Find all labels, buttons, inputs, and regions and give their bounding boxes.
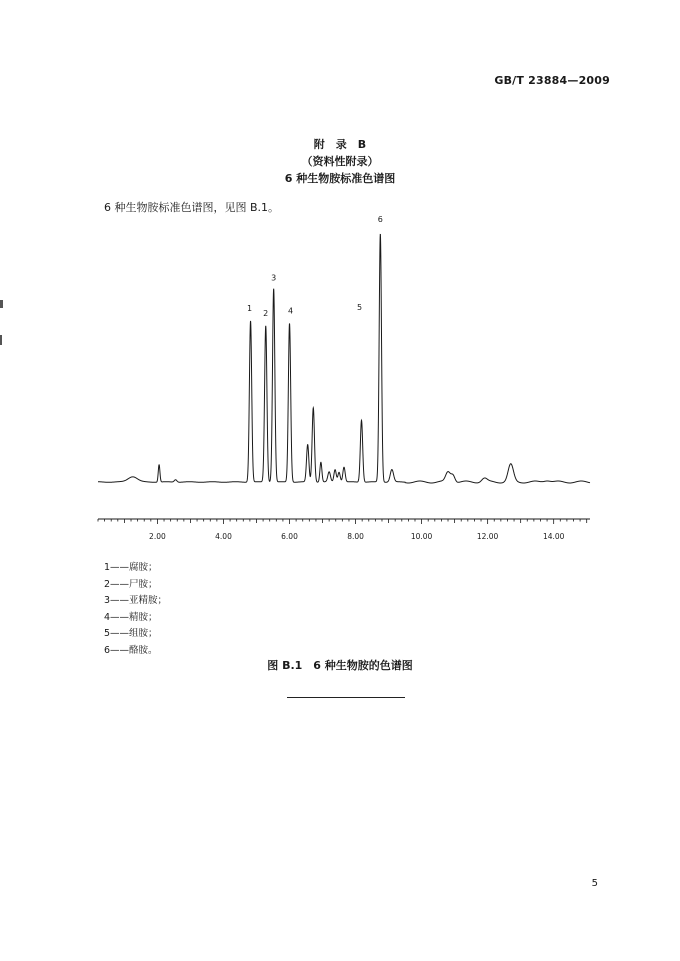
- appendix-subtitle: （资料性附录）: [301, 155, 379, 168]
- compound-legend: [104, 560, 167, 660]
- chromatogram-trace: [98, 234, 590, 483]
- legend-item: 2——尸胺；: [104, 578, 158, 590]
- peak-label-4: 4: [287, 306, 294, 316]
- x-tick-label: 14.00: [542, 532, 565, 541]
- figure-caption: 图 B.1 6 种生物胺的色谱图: [267, 659, 413, 672]
- standard-code: GB/T 23884—2009: [494, 74, 610, 87]
- x-tick-label: 2.00: [149, 532, 166, 541]
- peak-label-1: 1: [247, 303, 253, 313]
- intro-text: 6 种生物胺标准色谱图，见图 B.1。: [104, 201, 280, 214]
- legend-item: 3——亚精胺；: [104, 595, 168, 607]
- x-tick-labels: [149, 532, 565, 541]
- x-tick-label: 8.00: [347, 532, 364, 541]
- legend-item: 1——腐胺；: [104, 562, 158, 573]
- legend-item: 5——组胺；: [104, 628, 158, 640]
- scan-mark: [0, 335, 2, 345]
- appendix-title: 附 录 B: [313, 138, 367, 151]
- x-tick-label: 4.00: [215, 532, 232, 541]
- scan-mark: [0, 300, 3, 308]
- legend-item: 4——精胺；: [104, 611, 158, 623]
- x-axis: [98, 519, 590, 524]
- x-tick-label: 6.00: [281, 532, 298, 541]
- legend-item: 6——酪胺。: [104, 644, 158, 656]
- peak-label-3: 3: [271, 273, 277, 283]
- appendix-heading: 6 种生物胺标准色谱图: [284, 172, 396, 185]
- end-rule: [287, 697, 405, 698]
- peak-label-2: 2: [263, 308, 269, 318]
- x-tick-label: 10.00: [410, 532, 433, 541]
- page-number: 5: [591, 878, 598, 889]
- peak-label-6: 6: [377, 215, 383, 224]
- peak-label-5: 5: [356, 303, 363, 312]
- x-tick-label: 12.00: [476, 532, 499, 541]
- peak-labels: [247, 215, 383, 318]
